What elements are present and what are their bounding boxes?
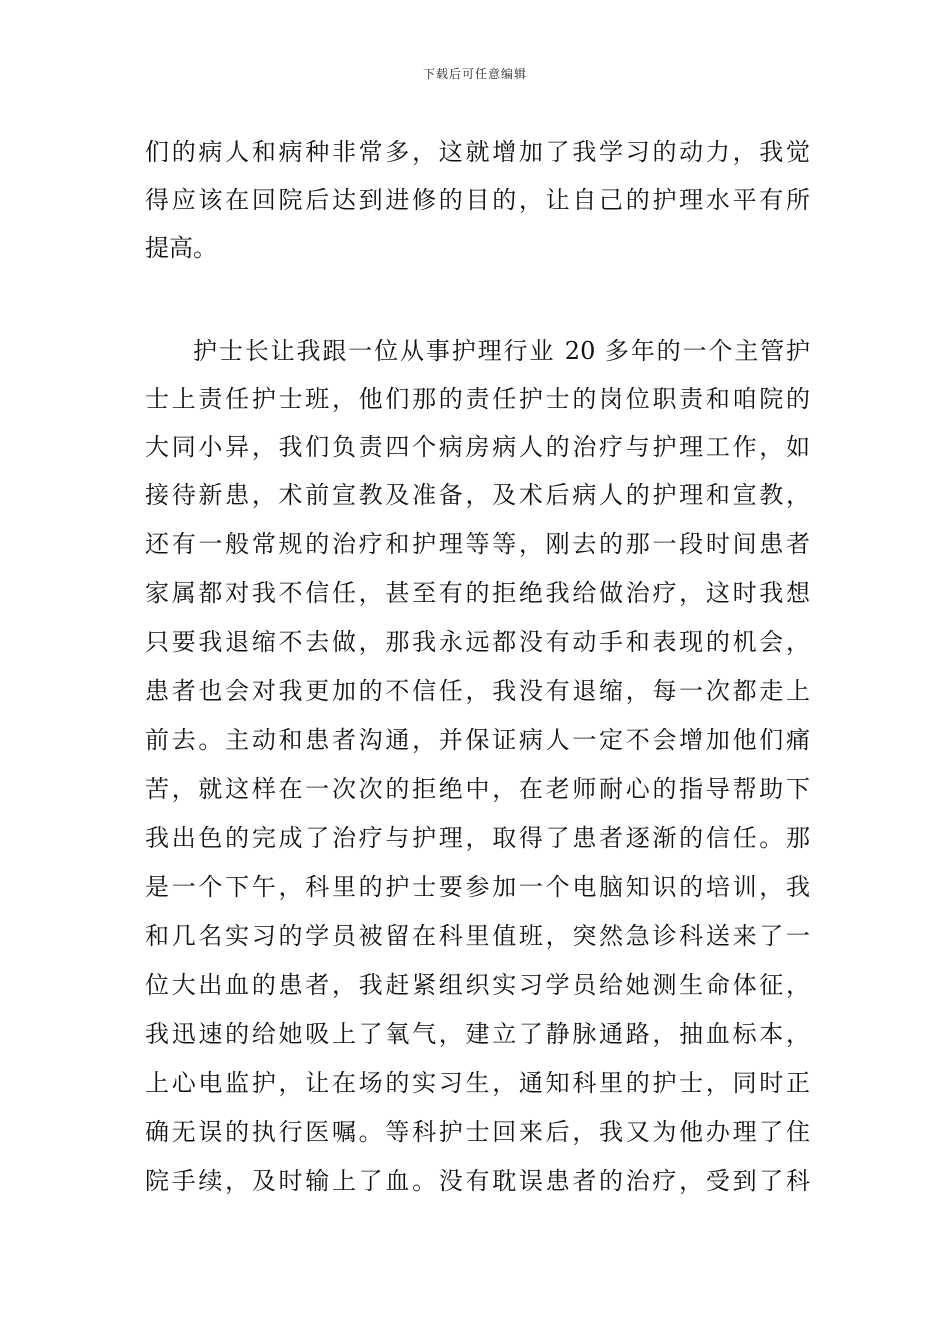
paragraph-line: 和几名实习的学员被留在科里值班，突然急诊科送来了一 <box>145 922 810 950</box>
paragraph-line: 护士长让我跟一位从事护理行业 20 多年的一个主管护 <box>193 337 810 365</box>
paragraph-line: 大同小异，我们负责四个病房病人的治疗与护理工作，如 <box>145 433 810 461</box>
paragraph-line: 是一个下午，科里的护士要参加一个电脑知识的培训，我 <box>145 873 810 901</box>
paragraph-line: 确无误的执行医嘱。等科护士回来后，我又为他办理了住 <box>145 1118 810 1146</box>
paragraph-line: 只要我退缩不去做，那我永远都没有动手和表现的机会， <box>145 628 810 656</box>
paragraph-line: 上心电监护，让在场的实习生，通知科里的护士，同时正 <box>145 1069 810 1097</box>
paragraph-line: 位大出血的患者，我赶紧组织实习学员给她测生命体征， <box>145 971 810 999</box>
paragraph-line: 们的病人和病种非常多，这就增加了我学习的动力，我觉 <box>145 138 810 166</box>
paragraph-line: 士上责任护士班，他们那的责任护士的岗位职责和咱院的 <box>145 385 810 413</box>
paragraph-line: 接待新患，术前宣教及准备，及术后病人的护理和宣教， <box>145 481 810 509</box>
paragraph-line: 苦，就这样在一次次的拒绝中，在老师耐心的指导帮助下 <box>145 775 810 803</box>
paragraph-line: 我迅速的给她吸上了氧气，建立了静脉通路，抽血标本， <box>145 1020 810 1048</box>
paragraph-line: 家属都对我不信任，甚至有的拒绝我给做治疗，这时我想 <box>145 579 810 607</box>
paragraph-line: 院手续，及时输上了血。没有耽误患者的治疗，受到了科 <box>145 1167 810 1195</box>
page-header-note: 下载后可任意编辑 <box>422 67 527 81</box>
paragraph-line: 得应该在回院后达到进修的目的，让自己的护理水平有所 <box>145 186 810 214</box>
paragraph-line: 还有一般常规的治疗和护理等等，刚去的那一段时间患者 <box>145 530 810 558</box>
paragraph-line: 提高。 <box>145 234 217 262</box>
paragraph-line: 我出色的完成了治疗与护理，取得了患者逐渐的信任。那 <box>145 824 810 852</box>
paragraph-line: 前去。主动和患者沟通，并保证病人一定不会增加他们痛 <box>145 726 810 754</box>
paragraph-line: 患者也会对我更加的不信任，我没有退缩，每一次都走上 <box>145 677 810 705</box>
